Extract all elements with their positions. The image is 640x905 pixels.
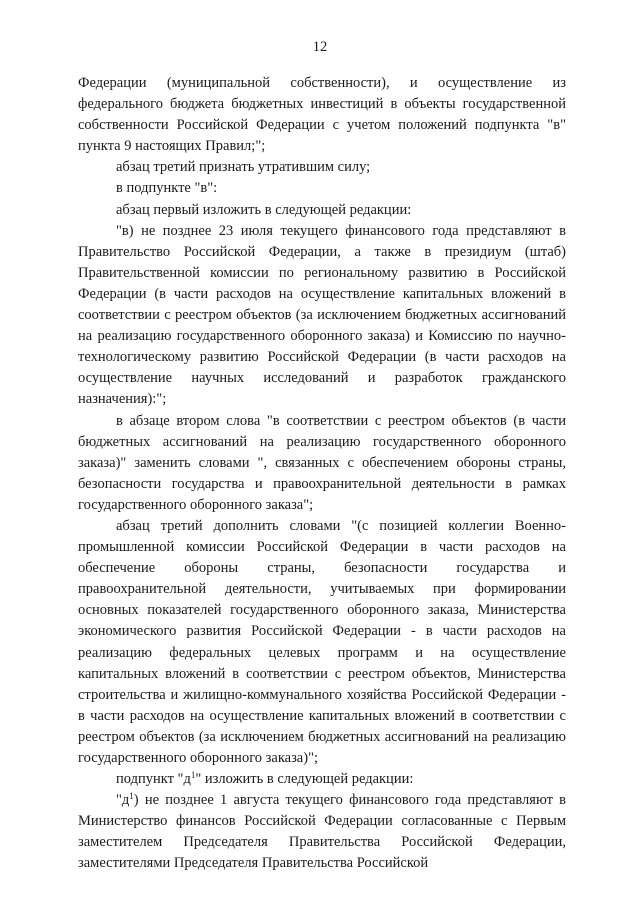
d1-text-post: ) не позднее 1 августа текущего финансового года представляют в Министерство финансов Российской Федерации согласованные с Первым заместителем Председателя Правительства Российской Федерации, заместителями Председателя Правительства Российской bbox=[78, 792, 566, 872]
paragraph-d1-new-text bbox=[78, 790, 566, 874]
subpoint-d1-pre: подпункт "д bbox=[116, 771, 191, 788]
paragraph-v-new-text: "в) не позднее 23 июля текущего финансового года представляют в Правительство Российской Федерации, а также в президиум (штаб) Правительственной комиссии по региональному развитию в Российской Федерации (в части расходов на осуществление капитальных вложений в соответствии с реестром объектов (за исключением бюджетных ассигнований на реализацию государственного оборонного заказа) и Комиссию по научно-технологическому развитию Российской Федерации (в части расходов на осуществление научных исследований и разработок гражданского назначения):"; bbox=[78, 222, 566, 408]
paragraph-continuation: Федерации (муниципальной собственности), и осуществление из федерального бюджета бюджетных инвестиций в объекты государственной собственности Российской Федерации с учетом положений подпункта "в" пункта 9 настоящих Правил;"; bbox=[78, 75, 566, 155]
subpoint-d1-post: " изложить в следующей редакции: bbox=[195, 771, 414, 788]
superscript-1: 1 bbox=[129, 791, 134, 802]
paragraph-abzac-first: абзац первый изложить в следующей редакции: bbox=[116, 201, 412, 218]
d1-text-pre: "д bbox=[116, 792, 130, 809]
superscript-1: 1 bbox=[190, 770, 196, 781]
paragraph-abzac-third-addition: абзац третий дополнить словами "(с позицией коллегии Военно-промышленной комиссии Российской Федерации в части расходов на обеспечение обороны страны, безопасности государства и правоохранительной деятельности, учитываемых при формировании основных показателей государственного оборонного заказа, Министерства экономического развития Российской Федерации - в части расходов на реализацию федеральных целевых программ и на осуществление капитальных вложений в соответствии с реестром объектов, Министерства строительства и жилищно-коммунального хозяйства Российской Федерации - в части расходов на осуществление капитальных вложений в соответствии с реестром объектов (за исключением бюджетных ассигнований на реализацию государственного оборонного заказа)"; bbox=[78, 517, 566, 766]
paragraph-subpoint-v: в подпункте "в": bbox=[116, 180, 218, 197]
paragraph-subpoint-d1 bbox=[78, 769, 566, 790]
paragraph-abzac-second: в абзаце втором слова "в соответствии с реестром объектов (в части бюджетных ассигнований на реализацию государственного оборонного заказа)" заменить словами ", связанных с обеспечением обороны страны, безопасности государства и правоохранительной деятельности в рамках государственного оборонного заказа"; bbox=[78, 412, 566, 513]
document-body bbox=[78, 73, 566, 875]
page-number: 12 bbox=[312, 39, 328, 55]
paragraph-abzac-third: абзац третий признать утратившим силу; bbox=[116, 159, 371, 176]
